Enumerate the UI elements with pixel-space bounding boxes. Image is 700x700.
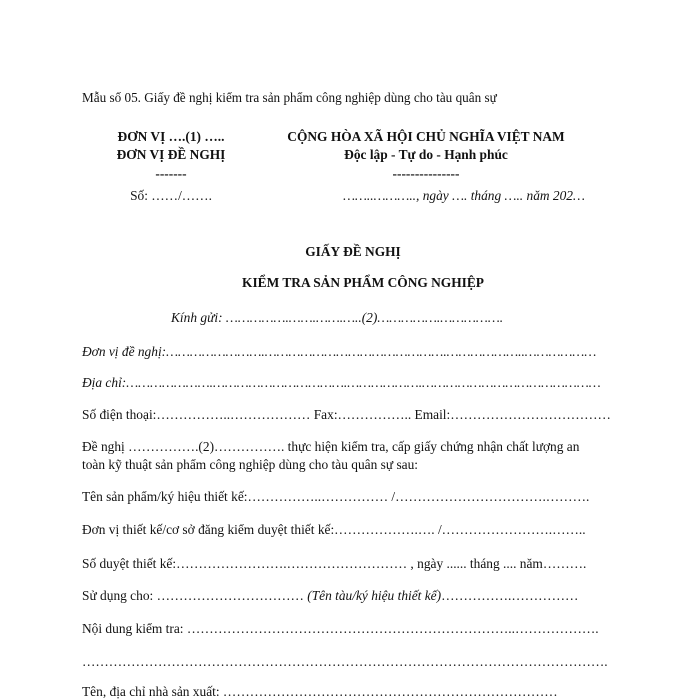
issuing-unit-line: ĐƠN VỊ ….(1) ….. bbox=[117, 129, 225, 144]
requesting-unit-line: ĐƠN VỊ ĐỀ NGHỊ bbox=[116, 147, 226, 162]
usage-suffix: …………….…………… bbox=[441, 588, 579, 603]
request-text-line1: Đề nghị …………….(2)……………. thực hiện kiểm tra, cấp giấy chứng nhận chất lượng an bbox=[82, 439, 580, 454]
address-field: Địa chỉ:………………….…………………………….……………….……………………………………… bbox=[82, 375, 601, 390]
contact-field: Số điện thoại:……………..……………… Fax:…………….. Email:……………………………… bbox=[82, 407, 611, 422]
form-label: Mẫu số 05. Giấy đề nghị kiểm tra sản phẩm công nghiệp dùng cho tàu quân sự bbox=[82, 90, 497, 105]
manufacturer-field: Tên, địa chỉ nhà sản xuất: ………………………………………………………………… bbox=[82, 684, 558, 699]
designer-field: Đơn vị thiết kế/cơ sở đăng kiểm duyệt thiết kế:……………….…. /…………………….…….. bbox=[82, 522, 586, 537]
inspection-content-continuation: ………………………………………………………………………………………………………. bbox=[82, 654, 608, 669]
document-number: Số: ……/……. bbox=[130, 188, 212, 203]
document-subtitle: KIỂM TRA SẢN PHẨM CÔNG NGHIỆP bbox=[242, 275, 484, 290]
approval-number-field: Số duyệt thiết kế:…………………….……………………… , ngày ...... tháng .... năm………. bbox=[82, 556, 587, 571]
national-motto: Độc lập - Tự do - Hạnh phúc bbox=[344, 147, 508, 162]
usage-prefix: Sử dụng cho: …………………………… bbox=[82, 588, 308, 603]
usage-field bbox=[82, 589, 578, 602]
national-title: CỘNG HÒA XÃ HỘI CHỦ NGHĨA VIỆT NAM bbox=[287, 129, 565, 144]
inspection-content-field: Nội dung kiểm tra: ………………………………………………………………..………………. bbox=[82, 621, 599, 636]
requesting-unit-field: Đơn vị đề nghị:…………………….……………………………………….………………..……………… bbox=[82, 344, 597, 359]
document-title: GIẤY ĐỀ NGHỊ bbox=[305, 244, 401, 259]
left-divider: ------- bbox=[155, 166, 187, 181]
product-name-field: Tên sản phẩm/ký hiệu thiết kế:……………..…………… /…………………………….………. bbox=[82, 489, 590, 504]
usage-hint: (Tên tàu/ký hiệu thiết kế) bbox=[307, 588, 442, 603]
right-divider: --------------- bbox=[392, 166, 460, 181]
document-date: ……..……….., ngày …. tháng ….. năm 202… bbox=[343, 188, 585, 203]
request-text-line2: toàn kỹ thuật sản phẩm công nghiệp dùng cho tàu quân sự sau: bbox=[82, 457, 419, 472]
recipient-line: Kính gửi: …………….…….…….…..(2)…………….……………. bbox=[171, 310, 504, 325]
